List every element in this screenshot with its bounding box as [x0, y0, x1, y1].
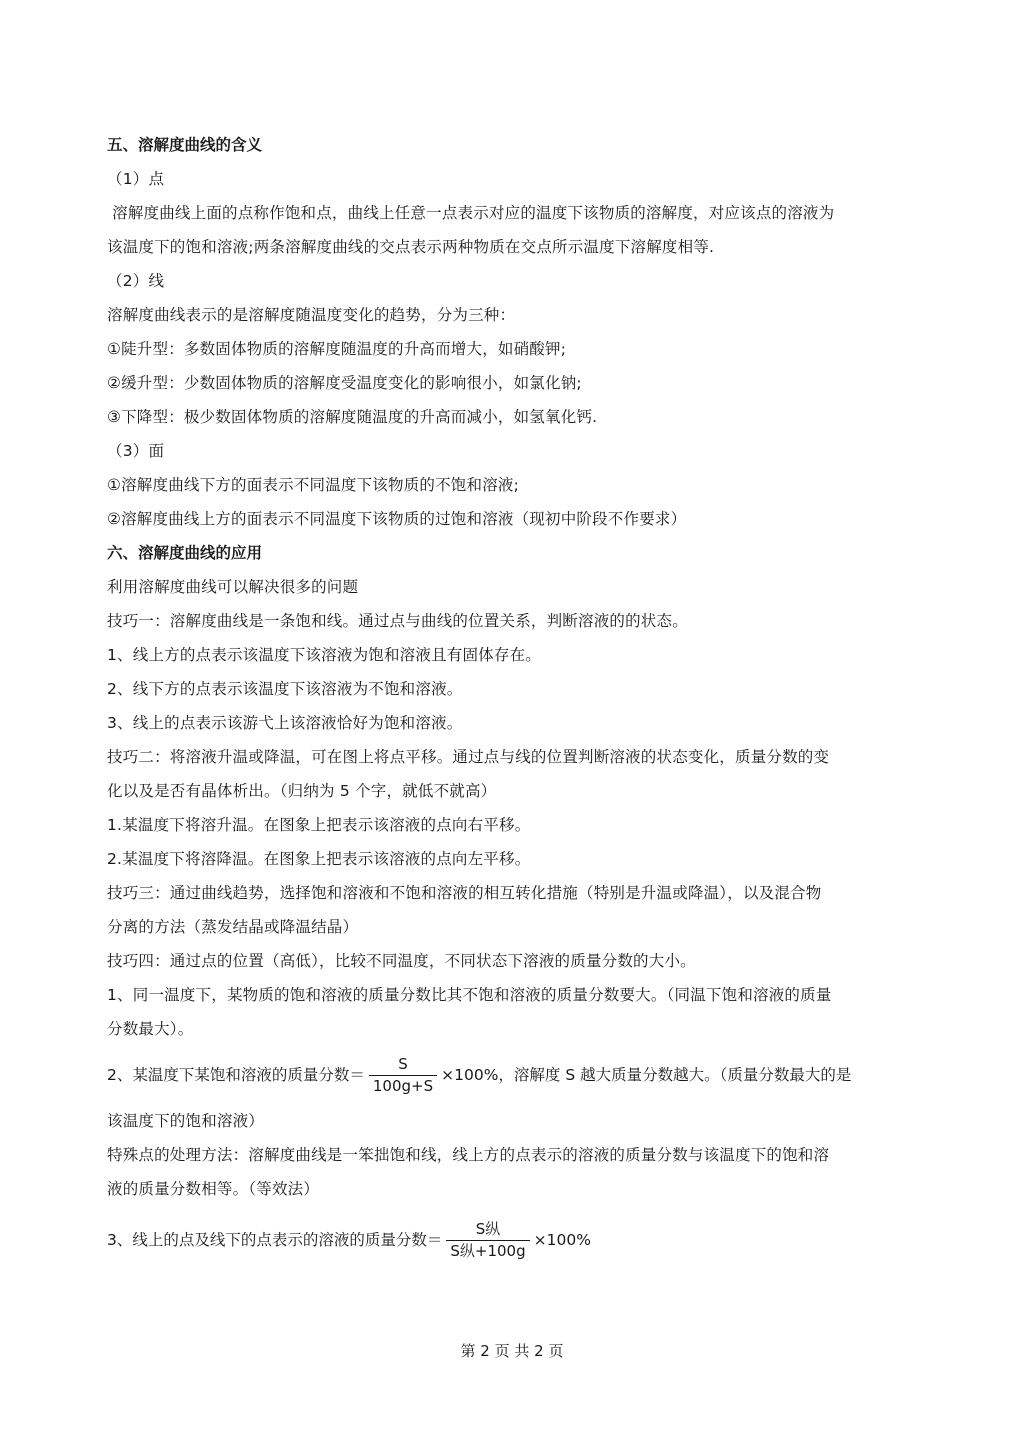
formula-3-numerator: S纵	[475, 1219, 501, 1238]
formula-2-denominator: 100g+S	[369, 1075, 437, 1096]
formula-3-fraction	[446, 1220, 529, 1261]
tip-1-item-1: 1、线上方的点表示该温度下该溶液为饱和溶液且有固体存在。	[107, 646, 541, 664]
tip-1: 技巧一：溶解度曲线是一条饱和线。通过点与曲线的位置关系，判断溶液的的状态。	[107, 612, 688, 630]
line-intro: 溶解度曲线表示的是溶解度随温度变化的趋势，分为三种：	[107, 306, 516, 324]
formula-2-numerator: S	[398, 1054, 408, 1073]
area-item-2: ②溶解度曲线上方的面表示不同温度下该物质的过饱和溶液（现初中阶段不作要求）	[107, 510, 687, 528]
tip-1-item-2: 2、线下方的点表示该温度下该溶液为不饱和溶液。	[107, 680, 463, 698]
special-point-line-b: 液的质量分数相等。（等效法）	[107, 1180, 320, 1198]
tip-1-item-3: 3、线上的点表示该游弋上该溶液恰好为饱和溶液。	[107, 714, 463, 732]
area-item-1: ①溶解度曲线下方的面表示不同温度下该物质的不饱和溶液;	[107, 476, 520, 494]
tip-4: 技巧四：通过点的位置（高低），比较不同温度，不同状态下溶液的质量分数的大小。	[107, 952, 696, 970]
tip-3-line-b: 分离的方法（蒸发结晶或降温结晶）	[107, 918, 359, 936]
tip-2-line-b: 化以及是否有晶体析出。（归纳为 5 个字，就低不就高）	[107, 782, 497, 800]
tip-3-line-a: 技巧三：通过曲线趋势，选择饱和溶液和不饱和溶液的相互转化措施（特别是升温或降温），以及混合物	[107, 884, 822, 902]
document-body	[107, 128, 919, 1268]
formula-2-prefix: 2、某温度下某饱和溶液的质量分数＝	[107, 1066, 365, 1084]
line-item-2: ②缓升型：少数固体物质的溶解度受温度变化的影响很小，如氯化钠;	[107, 374, 582, 392]
tip-2-item-1: 1.某温度下将溶升温。在图象上把表示该溶液的点向右平移。	[107, 816, 531, 834]
point-label: （1）点	[107, 170, 165, 188]
section-6-title: 六、溶解度曲线的应用	[107, 544, 263, 562]
page-footer: 第 2 页 共 2 页	[460, 1342, 564, 1360]
line-label: （2）线	[107, 272, 165, 290]
special-point-line-a: 特殊点的处理方法：溶解度曲线是一笨拙饱和线，线上方的点表示的溶液的质量分数与该温度下的饱和溶	[107, 1146, 830, 1164]
tip-4-item-1b: 分数最大）。	[107, 1020, 194, 1038]
tip-4-item-2-formula	[107, 1046, 919, 1104]
point-text-1: 溶解度曲线上面的点称作饱和点，曲线上任意一点表示对应的温度下该物质的溶解度，对应该点的溶液为	[107, 204, 835, 222]
line-item-1: ①陡升型：多数固体物质的溶解度随温度的升高而增大，如硝酸钾;	[107, 340, 567, 358]
tip-2-line-a: 技巧二：将溶液升温或降温，可在图上将点平移。通过点与线的位置判断溶液的状态变化，质量分数的变	[107, 748, 830, 766]
formula-3-denominator: S纵+100g	[446, 1240, 529, 1261]
formula-2-fraction	[369, 1055, 437, 1096]
tip-4-item-3-formula	[107, 1212, 919, 1268]
line-item-3: ③下降型：极少数固体物质的溶解度随温度的升高而减小，如氢氧化钙.	[107, 408, 598, 426]
point-text-2: 该温度下的饱和溶液;两条溶解度曲线的交点表示两种物质在交点所示温度下溶解度相等.	[107, 238, 715, 256]
formula-3-prefix: 3、线上的点及线下的点表示的溶液的质量分数＝	[107, 1231, 443, 1249]
formula-3-suffix: ×100%	[533, 1231, 591, 1249]
tip-4-item-2b: 该温度下的饱和溶液）	[107, 1112, 265, 1130]
tip-2-item-2: 2.某温度下将溶降温。在图象上把表示该溶液的点向左平移。	[107, 850, 531, 868]
formula-2-suffix: ×100%，溶解度 S 越大质量分数越大。（质量分数最大的是	[441, 1066, 852, 1084]
section-6-intro: 利用溶解度曲线可以解决很多的问题	[107, 578, 359, 596]
section-5-title: 五、溶解度曲线的含义	[107, 136, 263, 154]
area-label: （3）面	[107, 442, 165, 460]
tip-4-item-1a: 1、同一温度下，某物质的饱和溶液的质量分数比其不饱和溶液的质量分数要大。（同温下饱和溶液的质量	[107, 986, 832, 1004]
